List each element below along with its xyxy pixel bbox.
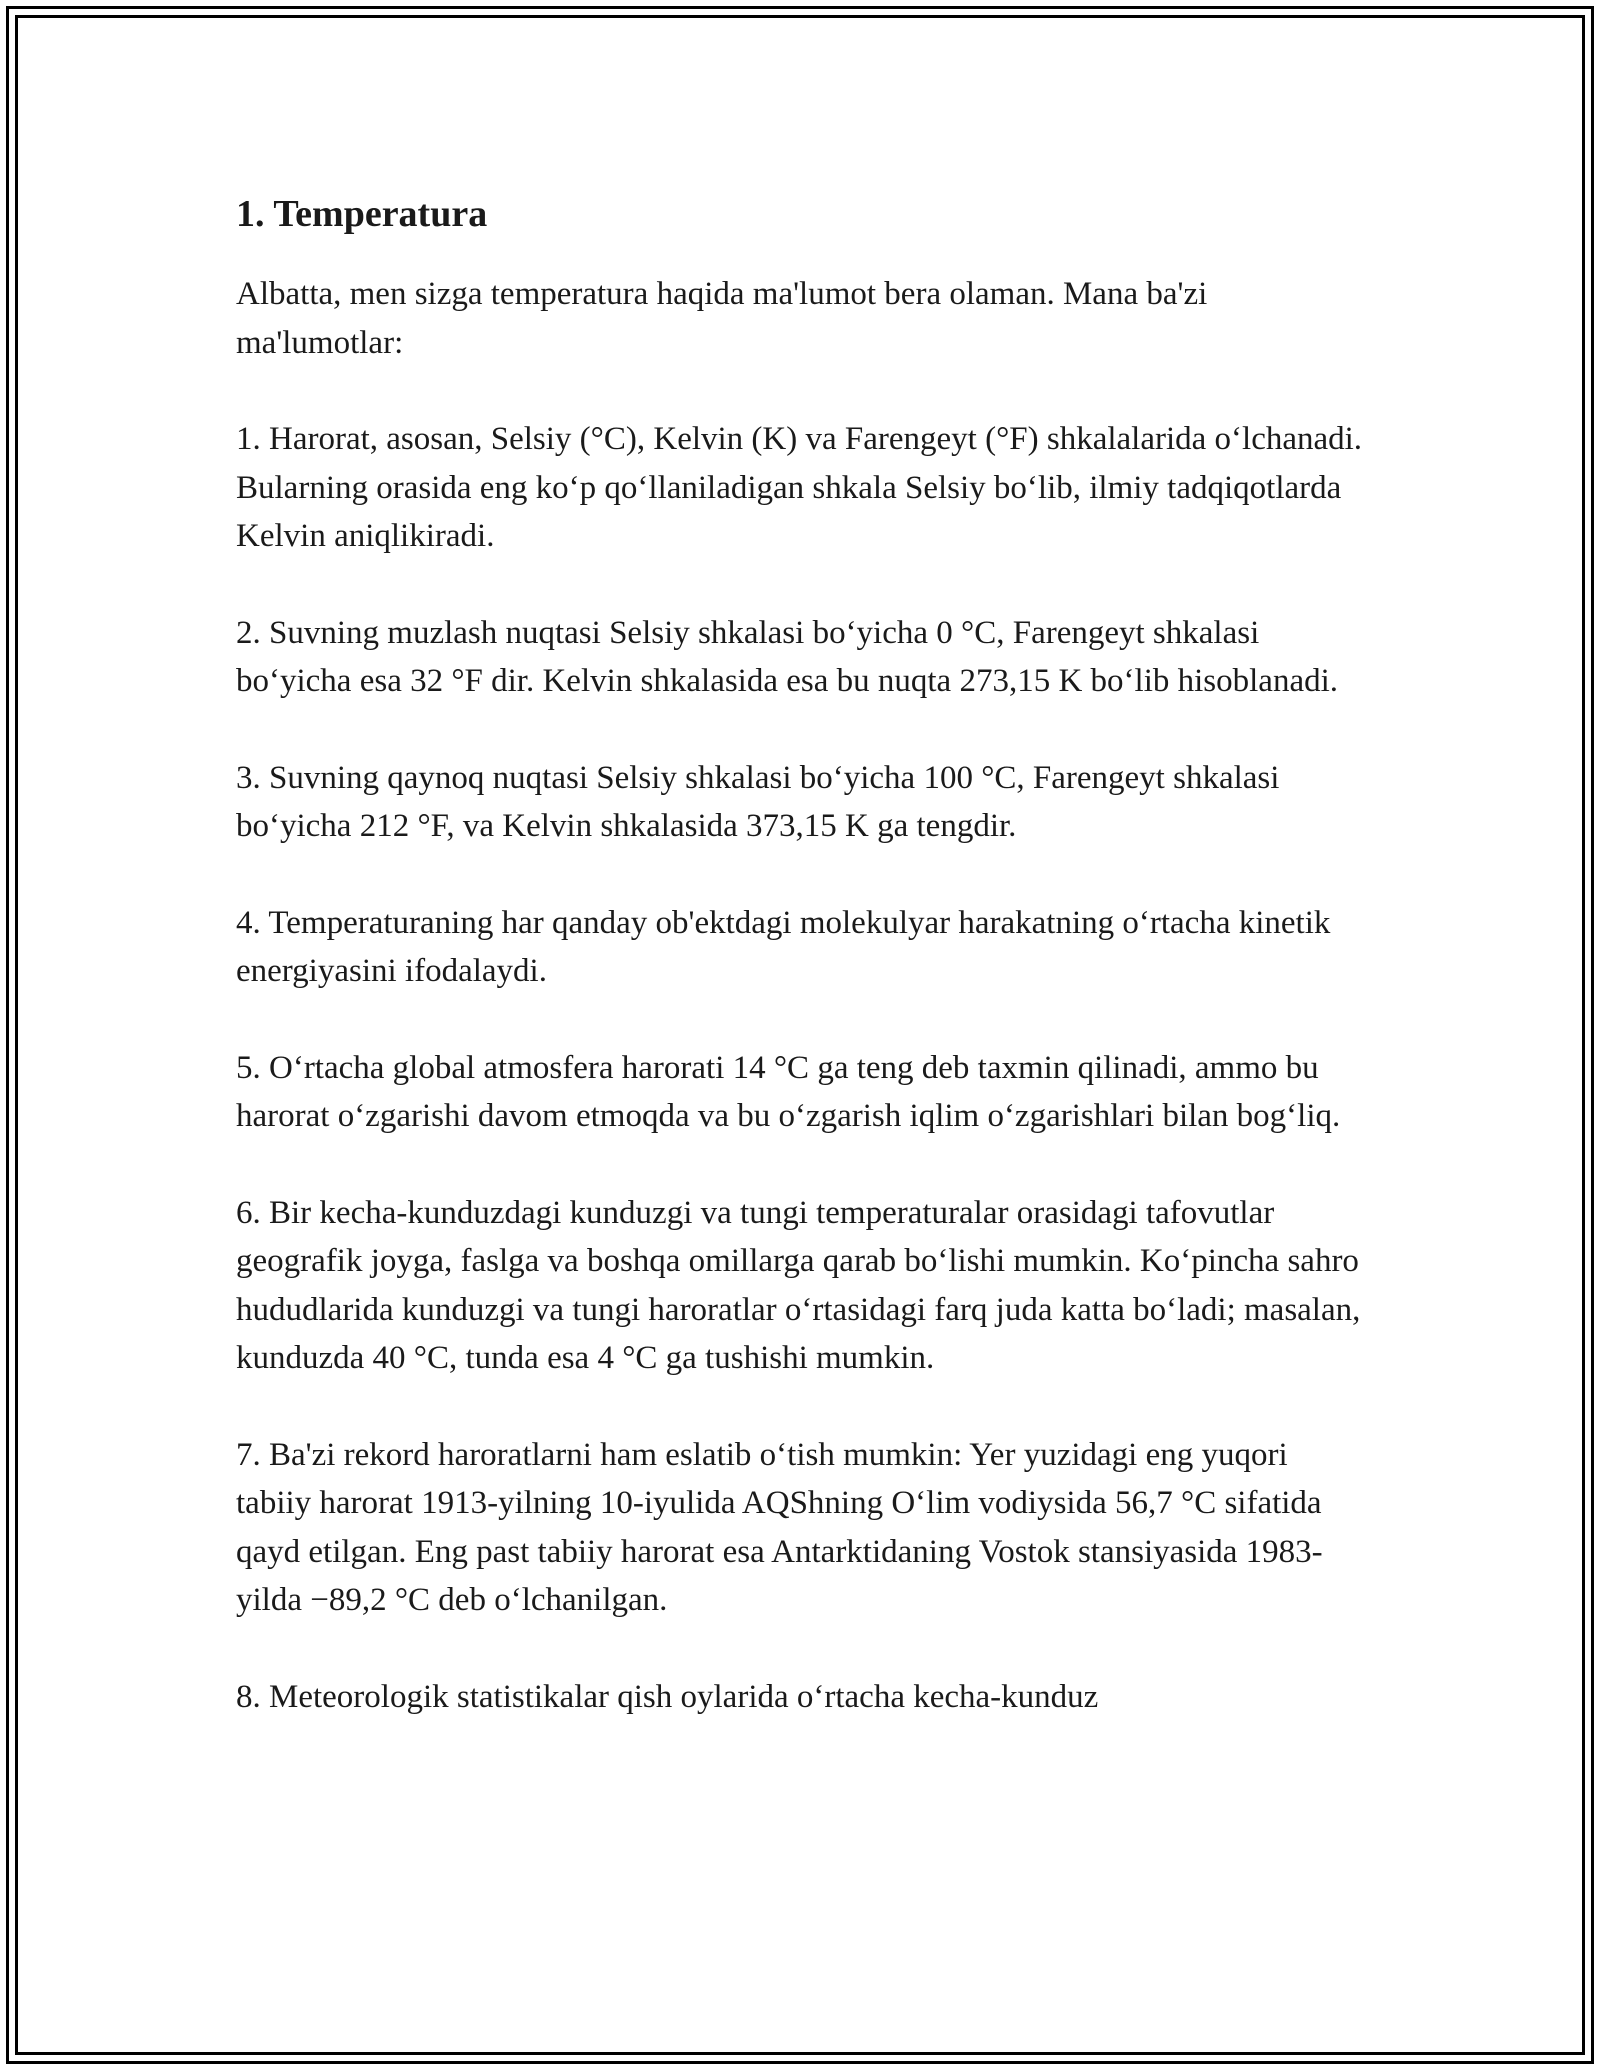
list-item-5: 5. O‘rtacha global atmosfera harorati 14 °C ga teng deb taxmin qilinadi, ammo bu harorat o‘zgarishi davom etmoqda va bu o‘zgarish iqlim o‘zgarishlari bilan bog‘liq. bbox=[236, 1049, 1341, 1134]
list-item-6: 6. Bir kecha-kunduzdagi kunduzgi va tungi temperaturalar orasidagi tafovutlar geografik joyga, faslga va boshqa omillarga qarab bo‘lishi mumkin. Ko‘pincha sahro hududlarida kunduzgi va tungi haroratlar o‘rtasidagi farq juda katta bo‘ladi; masalan, kunduzda 40 °C, tunda esa 4 °C ga tushishi mumkin. bbox=[236, 1194, 1361, 1376]
list-item-7: 7. Ba'zi rekord haroratlarni ham eslatib o‘tish mumkin: Yer yuzidagi eng yuqori tabiiy harorat 1913-yilning 10-iyulida AQShning O‘lim vodiysida 56,7 °C sifatida qayd etilgan. Eng past tabiiy harorat esa Antarktidaning Vostok stansiyasida 1983-yilda −89,2 °C deb o‘lchanilgan. bbox=[236, 1436, 1323, 1618]
document-body bbox=[236, 186, 1371, 1721]
intro-paragraph: Albatta, men sizga temperatura haqida ma'lumot bera olaman. Mana ba'zi ma'lumotlar: bbox=[236, 276, 1208, 361]
list-item-2: 2. Suvning muzlash nuqtasi Selsiy shkalasi bo‘yicha 0 °C, Farengeyt shkalasi bo‘yicha esa 32 °F dir. Kelvin shkalasida esa bu nuqta 273,15 K bo‘lib hisoblanadi. bbox=[236, 614, 1339, 699]
list-item-4: 4. Temperaturaning har qanday ob'ektdagi molekulyar harakatning o‘rtacha kinetik energiyasini ifodalaydi. bbox=[236, 904, 1331, 989]
list-item-8: 8. Meteorologik statistikalar qish oylarida o‘rtacha kecha-kunduz bbox=[236, 1678, 1099, 1715]
section-heading: 1. Temperatura bbox=[236, 193, 488, 235]
list-item-3: 3. Suvning qaynoq nuqtasi Selsiy shkalasi bo‘yicha 100 °C, Farengeyt shkalasi bo‘yicha 212 °F, va Kelvin shkalasida 373,15 K ga tengdir. bbox=[236, 759, 1280, 844]
list-item-1: 1. Harorat, asosan, Selsiy (°C), Kelvin (K) va Farengeyt (°F) shkalalarida o‘lchanadi. Bularning orasida eng ko‘p qo‘llaniladigan shkala Selsiy bo‘lib, ilmiy tadqiqotlarda Kelvin aniqlikiradi. bbox=[236, 421, 1363, 554]
